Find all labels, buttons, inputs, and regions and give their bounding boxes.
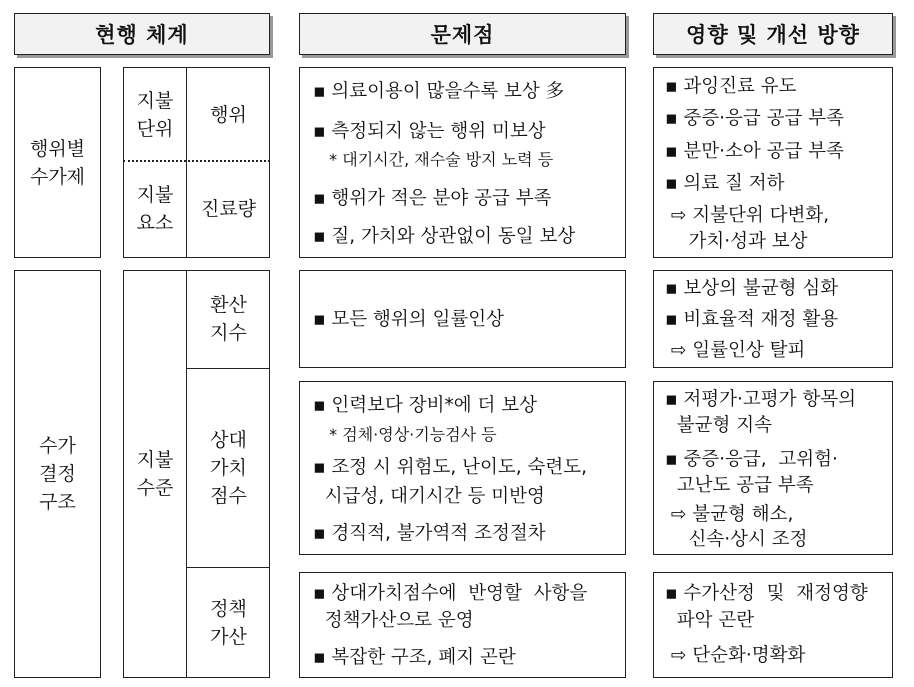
policy-impact-1: ▪ 수가산정 및 재정영향 bbox=[665, 583, 868, 604]
conversion-impact-3: ⇨ 일률인상 탈피 bbox=[665, 340, 806, 361]
s1-impact-5: ⇨ 지불단위 다변화, bbox=[665, 205, 830, 226]
rvs-problem-1: ▪ 인력보다 장비*에 더 보상 bbox=[313, 395, 538, 416]
rvs-impact-3: ▪ 중증·응급, 고위험· bbox=[665, 449, 838, 470]
conversion-impact-2: ▪ 비효율적 재정 활용 bbox=[665, 309, 839, 330]
header-impact: 영향 및 개선 방향 bbox=[653, 13, 893, 55]
payment-unit-value: 행위 bbox=[210, 104, 247, 126]
policy-surcharge-label: 정책 가산 bbox=[210, 597, 247, 648]
rvs-problem-2: ▪ 조정 시 위험도, 난이도, 숙련도, bbox=[313, 457, 588, 478]
s1-impact-4: ▪ 의료 질 저하 bbox=[665, 173, 785, 194]
conversion-problem-1: ▪ 모든 행위의 일률인상 bbox=[313, 309, 505, 330]
policy-impact-2: 파악 곤란 bbox=[665, 610, 755, 631]
s1-problem-2: ▪ 측정되지 않는 행위 미보상 bbox=[313, 121, 546, 142]
conversion-factor-label: 환산 지수 bbox=[210, 294, 247, 344]
s1-impact-6: 가치·성과 보상 bbox=[665, 231, 808, 252]
fee-for-service-label: 행위별 수가제 bbox=[29, 137, 86, 188]
policy-problem-3: ▪ 복잡한 구조, 폐지 곤란 bbox=[313, 647, 516, 668]
payment-element-value: 진료량 bbox=[200, 198, 257, 220]
header-problems: 문제점 bbox=[299, 13, 626, 55]
s1-impact-3: ▪ 분만·소아 공급 부족 bbox=[665, 141, 845, 162]
payment-unit-dotted-separator bbox=[123, 160, 270, 162]
rvs-impact-6: 신속·상시 조정 bbox=[665, 529, 808, 550]
rvs-problem-3: 시급성, 대기시간 등 미반영 bbox=[313, 486, 545, 507]
rvs-impact-2: 불균형 지속 bbox=[665, 415, 772, 436]
s1-problem-note: * 대기시간, 재수술 방지 노력 등 bbox=[319, 150, 554, 169]
payment-level-label: 지불 수준 bbox=[136, 449, 174, 499]
payment-element-label: 지불 요소 bbox=[136, 184, 174, 234]
policy-problem-1: ▪ 상대가치점수에 반영할 사항을 bbox=[313, 583, 588, 604]
policy-impact-3: ⇨ 단순화·명확화 bbox=[665, 645, 806, 666]
rvs-problem-4: ▪ 경직적, 불가역적 조정절차 bbox=[313, 523, 546, 544]
relative-value-label: 상대 가치 점수 bbox=[210, 428, 247, 507]
s1-problem-1: ▪ 의료이용이 많을수록 보상 多 bbox=[313, 81, 565, 102]
payment-unit-label: 지불 단위 bbox=[136, 90, 174, 140]
policy-problem-2: 정책가산으로 운영 bbox=[313, 610, 474, 631]
s1-impact-1: ▪ 과잉진료 유도 bbox=[665, 76, 797, 97]
s1-problem-4: ▪ 질, 가치와 상관없이 동일 보상 bbox=[313, 226, 576, 247]
s1-impact-2: ▪ 중증·응급 공급 부족 bbox=[665, 108, 845, 129]
conversion-impact-1: ▪ 보상의 불균형 심화 bbox=[665, 278, 839, 299]
s1-problem-3: ▪ 행위가 적은 분야 공급 부족 bbox=[313, 188, 552, 209]
fee-structure-label: 수가 결정 구조 bbox=[39, 435, 76, 513]
rvs-impact-5: ⇨ 불균형 해소, bbox=[665, 504, 794, 525]
rvs-impact-1: ▪ 저평가·고평가 항목의 bbox=[665, 389, 857, 410]
header-current-system: 현행 체계 bbox=[14, 13, 270, 55]
rvs-problem-note: * 검체·영상·기능검사 등 bbox=[319, 425, 497, 444]
rvs-impact-4: 고난도 공급 부족 bbox=[665, 475, 814, 496]
